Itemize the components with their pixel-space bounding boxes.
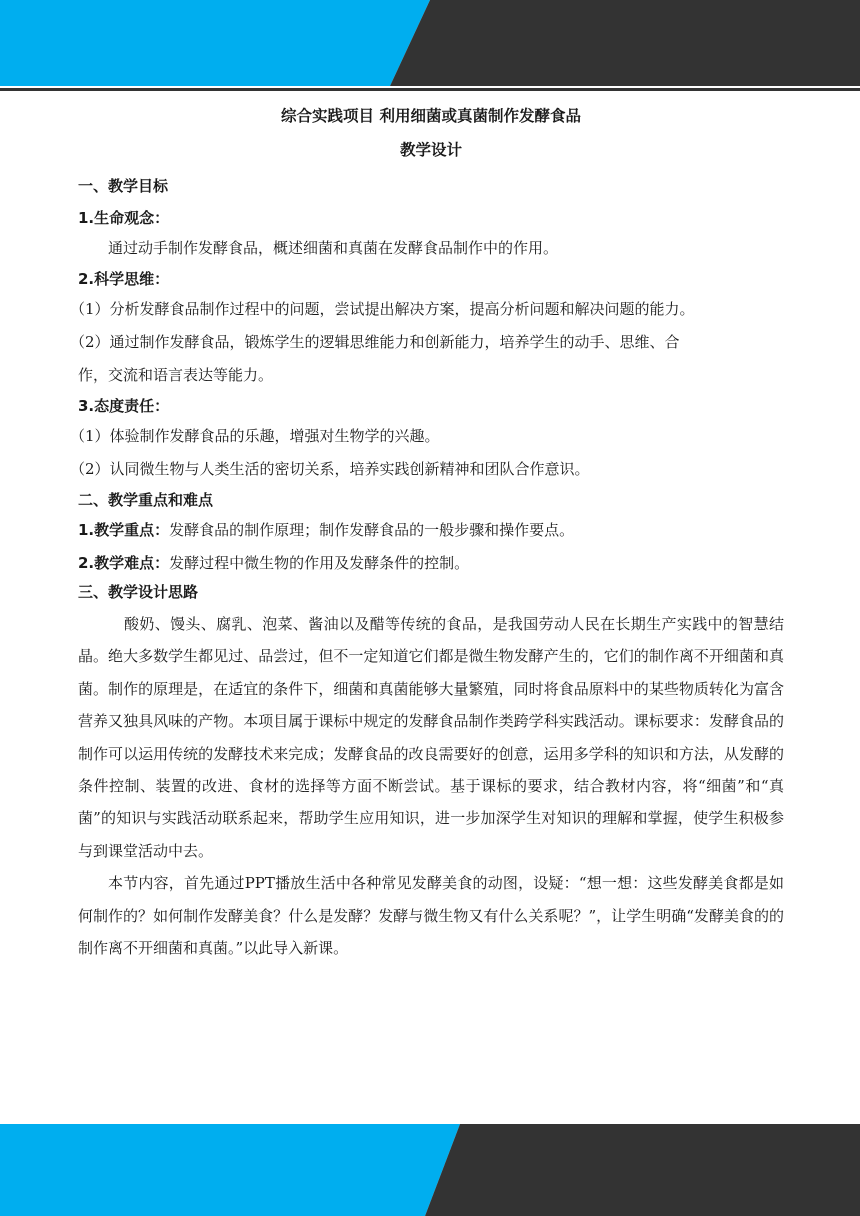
header-dark-shape: [390, 0, 860, 86]
section-heading-key-points: 二、教学重点和难点: [78, 491, 214, 509]
subheading-scientific-thinking: 2.科学思维：: [78, 270, 170, 288]
scientific-thinking-item-1: （1）分析发酵食品制作过程中的问题，尝试提出解决方案，提高分析问题和解决问题的能力。: [70, 300, 695, 318]
design-paragraph-2: 本节内容，首先通过PPT播放生活中各种常见发酵美食的动图，设疑：“想一想：这些发酵美食都是如何制作的？如何制作发酵美食？什么是发酵？发酵与微生物又有什么关系呢？”，让学生明确“发酵美食的的制作离不开细菌和真菌。”以此导入新课。: [78, 874, 784, 958]
key-point-text: 发酵食品的制作原理；制作发酵食品的一般步骤和操作要点。: [169, 521, 575, 539]
subheading-attitude: 3.态度责任：: [78, 397, 170, 415]
attitude-item-1: （1）体验制作发酵食品的乐趣，增强对生物学的兴趣。: [70, 427, 440, 445]
document-subtitle: 教学设计: [399, 141, 462, 159]
attitude-item-2: （2）认同微生物与人类生活的密切关系，培养实践创新精神和团队合作意识。: [70, 460, 590, 478]
footer-dark-shape: [425, 1124, 860, 1216]
header-banner: [0, 0, 860, 92]
design-paragraph-1: 酸奶、馒头、腐乳、泡菜、酱油以及醋等传统的食品，是我国劳动人民在长期生产实践中的智慧结晶。绝大多数学生都见过、品尝过，但不一定知道它们都是微生物发酵产生的，它们的制作离不开细菌和真菌。制作的原理是，在适宜的条件下，细菌和真菌能够大量繁殖，同时将食品原料中的某些物质转化为富含营养又独具风味的产物。本项目属于课标中规定的发酵食品制作类跨学科实践活动。课标要求：发酵食品的制作可以运用传统的发酵技术来完成；发酵食品的改良需要好的创意，运用多学科的知识和方法，从发酵的条件控制、装置的改进、食材的选择等方面不断尝试。基于课标的要求，结合教材内容，将“细菌”和“真菌”的知识与实践活动联系起来，帮助学生应用知识，进一步加深学生对知识的理解和掌握，使学生积极参与到课堂活动中去。: [78, 615, 784, 860]
scientific-thinking-item-2a: （2）通过制作发酵食品，锻炼学生的逻辑思维能力和创新能力，培养学生的动手、思维、合: [70, 333, 680, 351]
difficulty-label: 2.教学难点：: [78, 554, 170, 572]
key-point-line: [78, 514, 784, 547]
document-title: 综合实践项目 利用细菌或真菌制作发酵食品: [281, 107, 581, 125]
subheading-life-concept: 1.生命观念：: [78, 209, 170, 227]
section-heading-objectives: 一、教学目标: [78, 177, 169, 195]
document-body: [70, 104, 784, 964]
footer-blue-shape: [0, 1124, 460, 1216]
key-point-label: 1.教学重点：: [78, 521, 170, 539]
difficulty-line: [78, 547, 784, 580]
difficulty-text: 发酵过程中微生物的作用及发酵条件的控制。: [169, 554, 470, 572]
header-blue-shape: [0, 0, 430, 86]
section-heading-design: 三、教学设计思路: [78, 583, 199, 601]
header-rule: [0, 88, 860, 91]
scientific-thinking-item-2b: 作，交流和语言表达等能力。: [78, 366, 274, 384]
life-concept-text: 通过动手制作发酵食品，概述细菌和真菌在发酵食品制作中的作用。: [108, 239, 559, 257]
footer-banner: [0, 1124, 860, 1216]
